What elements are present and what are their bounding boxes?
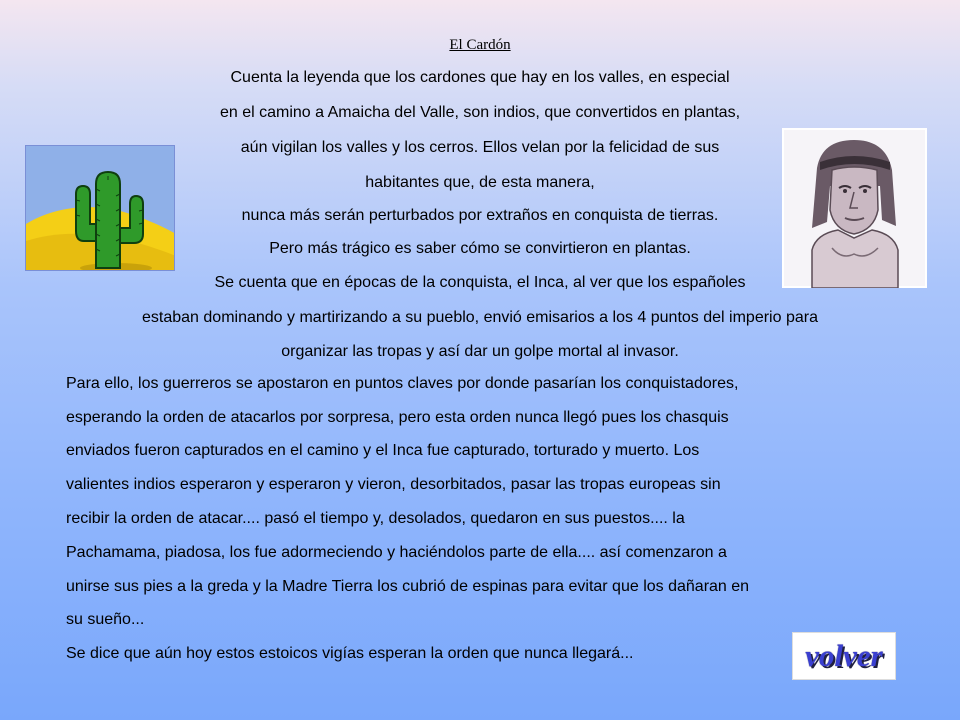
story-line: organizar las tropas y así dar un golpe mortal al invasor. — [281, 343, 679, 360]
story-line: nunca más serán perturbados por extraños en conquista de tierras. — [241, 207, 719, 224]
story-line: estaban dominando y martirizando a su pueblo, envió emisarios a los 4 puntos del imperio para — [142, 309, 818, 326]
story-line: Se cuenta que en épocas de la conquista, el Inca, al ver que los españoles — [214, 274, 746, 291]
story-line: en el camino a Amaicha del Valle, son indios, que convertidos en plantas, — [219, 104, 741, 121]
story-line: Pachamama, piadosa, los fue adormeciendo y haciéndolos parte de ella.... así comenzaron a — [66, 544, 727, 561]
story-line: Cuenta la leyenda que los cardones que hay en los valles, en especial — [230, 69, 730, 86]
story-line: enviados fueron capturados en el camino y el Inca fue capturado, torturado y muerto. Los — [66, 442, 700, 459]
story-line: Pero más trágico es saber cómo se convirtieron en plantas. — [269, 240, 691, 257]
story-line: habitantes que, de esta manera, — [365, 174, 595, 191]
story-line: Para ello, los guerreros se apostaron en puntos claves por donde pasarían los conquistadores, — [66, 375, 739, 392]
story-line: valientes indios esperaron y esperaron y vieron, desorbitados, pasar las tropas europeas sin — [66, 476, 721, 493]
story-line: recibir la orden de atacar.... pasó el tiempo y, desolados, quedaron en sus puestos.... la — [66, 510, 685, 527]
story-line: Se dice que aún hoy estos estoicos vigías esperan la orden que nunca llegará... — [66, 645, 634, 662]
story-line: unirse sus pies a la greda y la Madre Tierra los cubrió de espinas para evitar que los dañaran en — [66, 578, 750, 595]
story-line: esperando la orden de atacarlos por sorpresa, pero esta orden nunca llegó pues los chasquis — [66, 409, 729, 426]
cactus-desert-icon — [25, 145, 175, 271]
volver-button[interactable]: volver — [792, 632, 896, 680]
story-title: El Cardón — [449, 37, 511, 53]
story-line: aún vigilan los valles y los cerros. Ellos velan por la felicidad de sus — [240, 139, 720, 156]
inca-portrait-icon — [782, 128, 927, 288]
story-line: su sueño... — [66, 611, 145, 628]
